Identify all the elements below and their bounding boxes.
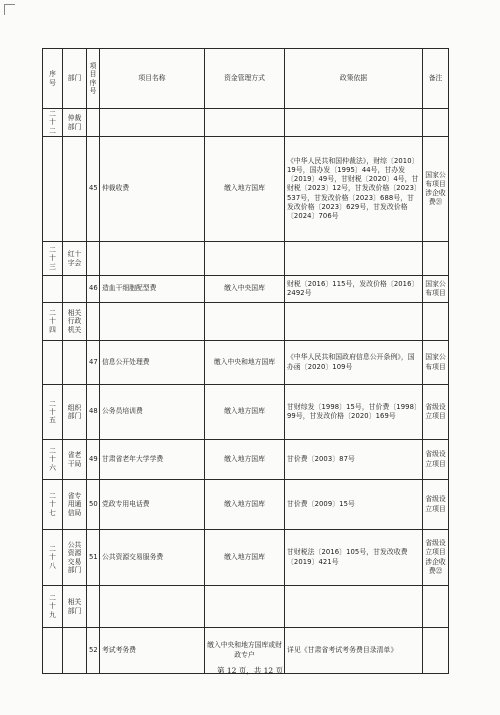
item-no: 46 xyxy=(87,276,100,303)
item-name: 甘肃省老年大学学费 xyxy=(100,440,205,480)
item-mgmt: 缴入地方国库 xyxy=(205,480,285,530)
item-basis: 《中华人民共和国政府信息公开条例》，国办函〔2020〕109号 xyxy=(285,341,423,385)
table-row xyxy=(43,530,449,586)
table-row xyxy=(43,385,449,440)
item-no: 51 xyxy=(87,530,100,586)
section-seq: 二 十 六 xyxy=(43,440,63,480)
item-no: 48 xyxy=(87,385,100,440)
item-no: 47 xyxy=(87,341,100,385)
page-footer: 第 12 页，共 12 页 xyxy=(216,666,284,675)
item-name: 考试考务费 xyxy=(100,628,205,674)
section-seq: 二 十 二 xyxy=(43,109,63,137)
item-mgmt: 缴入地方国库 xyxy=(205,440,285,480)
item-basis: 甘价费〔2003〕87号 xyxy=(285,440,423,480)
table-row xyxy=(43,480,449,530)
item-basis: 财税〔2016〕115号，发改价格〔2016〕2492号 xyxy=(285,276,423,303)
section-seq: 二 十 九 xyxy=(43,586,63,628)
item-name: 公共资源交易服务费 xyxy=(100,530,205,586)
item-note: 国家公布项目涉企收费㉑ xyxy=(423,137,449,242)
header-item-no: 项 目 序 号 xyxy=(87,49,100,109)
section-seq: 二 十 四 xyxy=(43,303,63,341)
item-no: 49 xyxy=(87,440,100,480)
table-row xyxy=(43,440,449,480)
item-mgmt: 缴入地方国库 xyxy=(205,385,285,440)
item-mgmt: 缴入地方国库 xyxy=(205,137,285,242)
table-header-row xyxy=(43,49,449,109)
section-row xyxy=(43,242,449,276)
item-name: 党政专用电话费 xyxy=(100,480,205,530)
section-seq: 二 十 八 xyxy=(43,530,63,586)
item-no: 45 xyxy=(87,137,100,242)
table-row xyxy=(43,276,449,303)
item-no: 52 xyxy=(87,628,100,674)
section-dept: 相关 部门 xyxy=(63,586,87,628)
item-note: 国家公布项目 xyxy=(423,341,449,385)
item-basis: 甘财税法〔2016〕105号，甘发改收费〔2019〕421号 xyxy=(285,530,423,586)
item-mgmt: 缴入中央和地方国库或财政专户 xyxy=(205,628,285,674)
item-note: 国家公布项目 xyxy=(423,276,449,303)
item-no: 50 xyxy=(87,480,100,530)
section-dept: 相关 行政 机关 xyxy=(63,303,87,341)
section-row xyxy=(43,586,449,628)
header-basis: 政策依据 xyxy=(285,49,423,109)
item-name: 公务员培训费 xyxy=(100,385,205,440)
header-seq: 序 号 xyxy=(43,49,63,109)
section-seq: 二 十 三 xyxy=(43,242,63,276)
item-basis: 《中华人民共和国仲裁法》，财综〔2010〕19号，国办发〔1995〕44号，甘办发〔2019〕49号，甘财税〔2020〕4号，甘财税〔2023〕12号，甘发改价格〔2023〕537号，甘发改价格〔2023〕688号，甘发改价格〔2023〕629号，甘发改价格〔2024〕706号 xyxy=(285,137,423,242)
fee-table xyxy=(42,48,449,674)
item-basis: 甘财综发〔1998〕15号，甘价费〔1998〕99号，甘发改价格〔2020〕169号 xyxy=(285,385,423,440)
item-note: 省级设立项目 xyxy=(423,440,449,480)
section-dept: 省老 干局 xyxy=(63,440,87,480)
section-dept: 仲裁 部门 xyxy=(63,109,87,137)
header-dept: 部门 xyxy=(63,49,87,109)
item-note: 省级设立项目涉企收费㉒ xyxy=(423,530,449,586)
item-basis: 详见《甘肃省考试考务费目录清单》 xyxy=(285,628,423,674)
header-mgmt: 资金管理方式 xyxy=(205,49,285,109)
item-mgmt: 缴入中央国库 xyxy=(205,276,285,303)
item-note: 省级设立项目 xyxy=(423,385,449,440)
section-seq: 二 十 七 xyxy=(43,480,63,530)
page-corner-mark xyxy=(4,4,15,15)
section-seq: 二 十 五 xyxy=(43,385,63,440)
section-dept: 公共 资源 交易 部门 xyxy=(63,530,87,586)
item-mgmt: 缴入地方国库 xyxy=(205,530,285,586)
item-note: 省级设立项目 xyxy=(423,480,449,530)
item-mgmt: 缴入中央和地方国库 xyxy=(205,341,285,385)
section-row xyxy=(43,109,449,137)
table-row xyxy=(43,137,449,242)
item-name: 造血干细胞配型费 xyxy=(100,276,205,303)
section-dept: 组织 部门 xyxy=(63,385,87,440)
item-basis: 甘价费〔2009〕15号 xyxy=(285,480,423,530)
item-name: 仲裁收费 xyxy=(100,137,205,242)
header-note: 备注 xyxy=(423,49,449,109)
section-dept: 省专 用通 信局 xyxy=(63,480,87,530)
table-row xyxy=(43,341,449,385)
section-row xyxy=(43,303,449,341)
section-dept: 红十 字会 xyxy=(63,242,87,276)
item-name: 信息公开处理费 xyxy=(100,341,205,385)
header-name: 项目名称 xyxy=(100,49,205,109)
